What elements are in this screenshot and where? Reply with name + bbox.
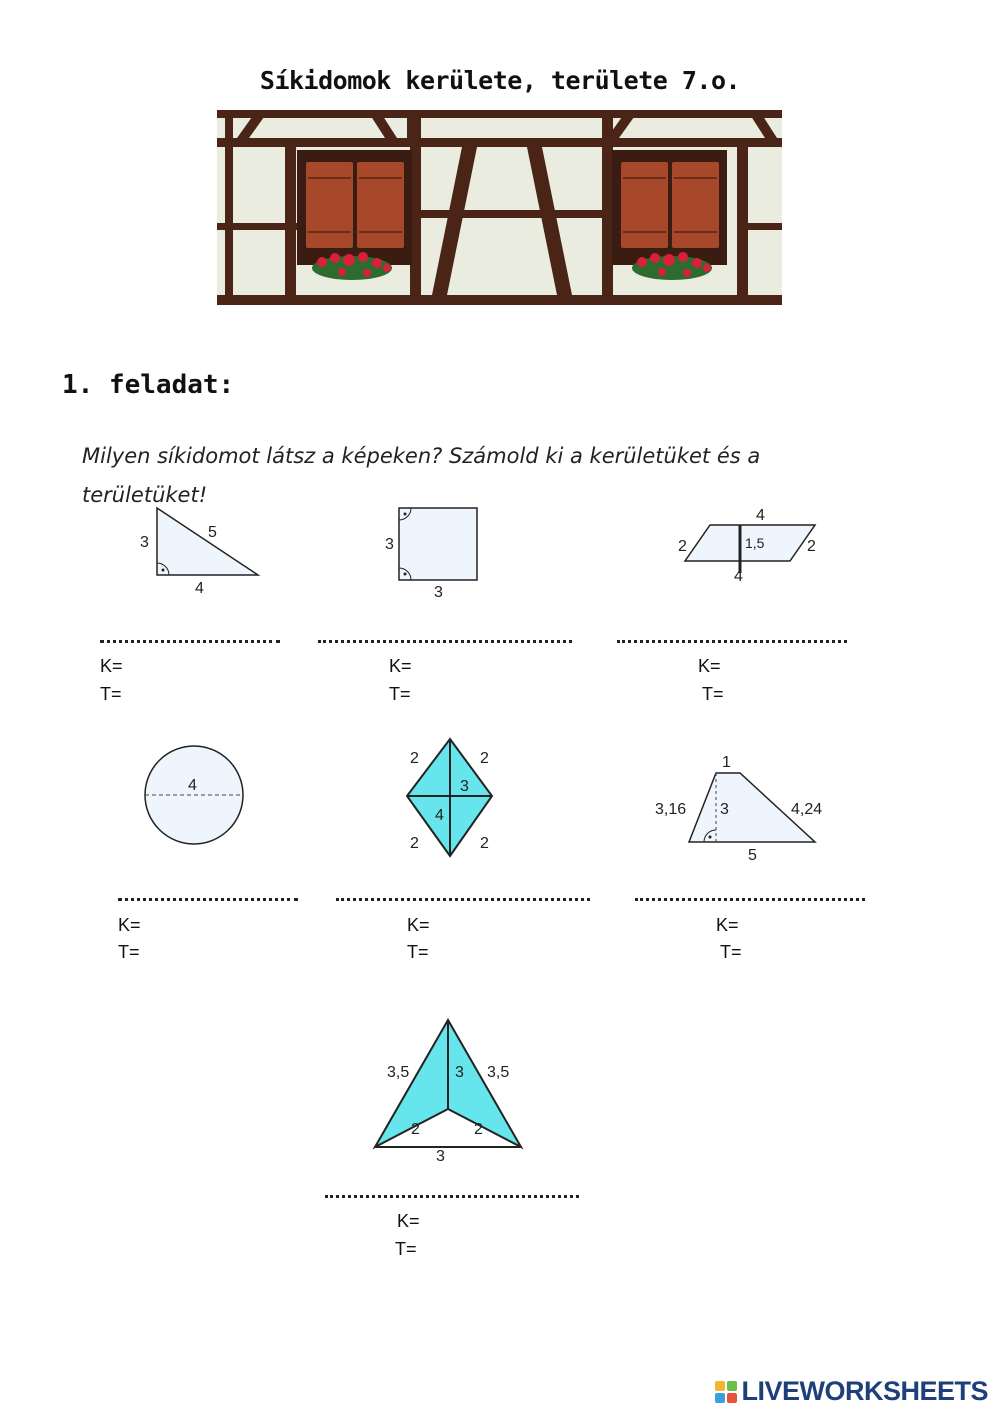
right-triangle-figure [130, 500, 270, 600]
area-label-4: T= [118, 942, 140, 962]
label-left-side: 3,5 [387, 1064, 410, 1081]
answer-line-6[interactable] [635, 898, 865, 901]
label-diameter: 4 [188, 777, 197, 794]
answer-line-5[interactable] [336, 898, 590, 901]
trapezoid-figure [650, 752, 835, 867]
label-left: 3,16 [655, 801, 687, 818]
label-top: 1 [722, 754, 731, 771]
label-middle: 3 [455, 1064, 464, 1081]
label-top-right: 2 [480, 750, 489, 767]
label-right: 2 [807, 538, 816, 555]
perimeter-label-4: K= [118, 915, 141, 935]
label-side-b: 3 [434, 584, 443, 601]
label-height: 3 [720, 801, 729, 818]
label-side-b: 4 [195, 580, 204, 597]
perimeter-label-5: K= [407, 915, 430, 935]
label-side-a: 3 [385, 536, 394, 553]
label-bottom-left: 2 [410, 835, 419, 852]
label-inner-right: 2 [474, 1121, 483, 1138]
answer-line-1[interactable] [100, 640, 280, 643]
area-label-6: T= [720, 942, 742, 962]
deltoid-figure [370, 1014, 530, 1169]
logo-mark-icon [715, 1381, 737, 1403]
answer-line-2[interactable] [318, 640, 572, 643]
page-title: Síkidomok kerülete, területe 7.o. [259, 66, 741, 95]
answer-line-3[interactable] [617, 640, 847, 643]
area-label-7: T= [395, 1239, 417, 1259]
label-bottom: 4 [734, 568, 743, 585]
label-inner-left: 2 [411, 1121, 420, 1138]
square-figure [380, 503, 490, 603]
label-base: 3 [436, 1148, 445, 1165]
area-label-3: T= [702, 684, 724, 704]
label-hypotenuse: 5 [208, 524, 217, 541]
label-right: 4,24 [791, 801, 823, 818]
perimeter-label-7: K= [397, 1211, 420, 1231]
logo-text: LIVEWORKSHEETS [741, 1376, 988, 1406]
label-top-left: 2 [410, 750, 419, 767]
liveworksheets-logo [715, 1376, 988, 1407]
area-label-1: T= [100, 684, 122, 704]
label-left: 2 [678, 538, 687, 555]
perimeter-label-3: K= [698, 656, 721, 676]
label-side-a: 3 [140, 534, 149, 551]
perimeter-label-6: K= [716, 915, 739, 935]
label-diagonal-2: 4 [435, 807, 444, 824]
perimeter-label-1: K= [100, 656, 123, 676]
label-diagonal-1: 3 [460, 778, 469, 795]
label-height: 1,5 [745, 535, 765, 551]
task-heading: 1. feladat: [62, 370, 235, 400]
area-label-2: T= [389, 684, 411, 704]
parallelogram-figure [670, 503, 830, 588]
answer-line-4[interactable] [118, 898, 298, 901]
label-top: 4 [756, 507, 765, 524]
answer-line-7[interactable] [325, 1195, 579, 1198]
label-bottom: 5 [748, 847, 757, 864]
task-instruction: Milyen síkidomot látsz a képeken? Számold ki a kerületüket és a területüket! [82, 444, 761, 507]
rhombus-figure [400, 736, 504, 864]
house-photo [217, 110, 782, 305]
label-right-side: 3,5 [487, 1064, 510, 1081]
area-label-5: T= [407, 942, 429, 962]
circle-figure [138, 744, 250, 846]
perimeter-label-2: K= [389, 656, 412, 676]
label-bottom-right: 2 [480, 835, 489, 852]
